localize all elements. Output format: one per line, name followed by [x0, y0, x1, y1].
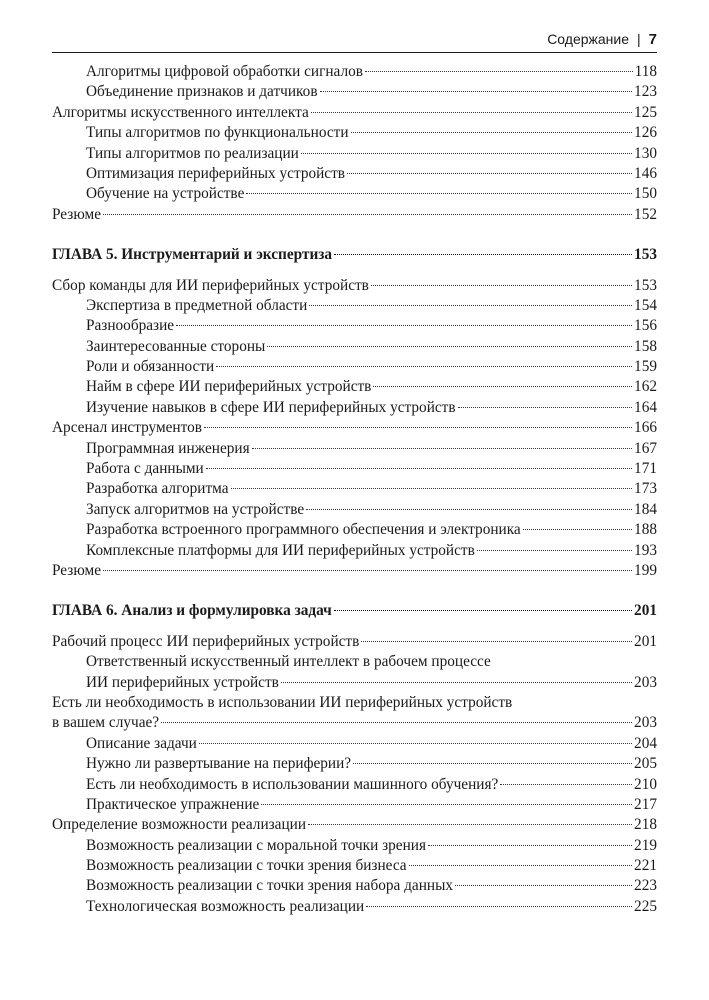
dot-leader [281, 682, 632, 683]
toc-entry-title: Есть ли необходимость в использовании машинного обучения? [86, 775, 499, 793]
toc-entry-title: ИИ периферийных устройств [86, 673, 279, 691]
toc-entry[interactable] [52, 276, 657, 296]
toc-entry-page: 162 [634, 378, 657, 396]
toc-entry-title: Работа с данными [86, 460, 204, 478]
dot-leader [261, 804, 632, 805]
toc-entry[interactable] [52, 541, 657, 561]
toc-entry-page: 150 [634, 185, 657, 203]
toc-entry[interactable] [52, 795, 657, 815]
toc-entry-title: Сбор команды для ИИ периферийных устройств [52, 276, 369, 294]
dot-leader [320, 91, 633, 92]
dot-leader [306, 509, 632, 510]
header-section-title: Содержание [547, 31, 630, 47]
toc-entry-title: Роли и обязанности [86, 358, 215, 376]
toc-entry-page: 193 [634, 541, 657, 559]
toc-entry-title: ГЛАВА 6. Анализ и формулировка задач [52, 602, 332, 620]
dot-leader [455, 885, 632, 886]
toc-entry-title: Оптимизация периферийных устройств [86, 164, 345, 182]
toc-entry-title: Обучение на устройстве [86, 185, 245, 203]
toc-chapter-entry[interactable] [52, 601, 657, 621]
toc-entry[interactable] [52, 652, 657, 672]
dot-leader [308, 824, 632, 825]
dot-leader [231, 488, 633, 489]
toc-entry-page: 130 [634, 144, 657, 162]
toc-entry[interactable] [52, 439, 657, 459]
dot-leader [334, 610, 632, 611]
toc-entry-page: 204 [634, 734, 657, 752]
toc-entry-page: 219 [634, 836, 657, 854]
toc-entry-page: 152 [634, 205, 657, 223]
toc-entry[interactable] [52, 734, 657, 754]
toc-entry-page: 126 [634, 124, 657, 142]
dot-leader [204, 427, 632, 428]
toc-entry-page: 118 [634, 63, 657, 80]
toc-entry-page: 205 [634, 755, 657, 773]
toc-entry-title: в вашем случае? [52, 714, 160, 732]
toc-entry-page: 153 [634, 246, 657, 264]
dot-leader [309, 305, 632, 306]
toc-entry[interactable] [52, 897, 657, 917]
dot-leader [161, 722, 632, 723]
toc-entry-page: 201 [634, 602, 657, 620]
dot-leader [176, 325, 632, 326]
toc-entry[interactable] [52, 144, 657, 164]
toc-entry-title: Заинтересованные стороны [86, 337, 266, 355]
toc-entry[interactable] [52, 398, 657, 418]
toc-entry-page: 146 [634, 164, 657, 182]
toc-entry[interactable] [52, 500, 657, 520]
toc-entry-title: Арсенал инструментов [52, 419, 202, 437]
toc-entry-title: Типы алгоритмов по реализации [86, 144, 299, 162]
toc-entry-title: Экспертиза в предметной области [86, 296, 308, 314]
dot-leader [301, 153, 632, 154]
toc-entry[interactable] [52, 561, 657, 581]
toc-entry-title: Возможность реализации с точки зрения набора данных [86, 877, 454, 895]
toc-entry-title: Программная инженерия [86, 439, 250, 457]
toc-entry-title: Разработка алгоритма [86, 480, 229, 498]
toc-entry-title: Возможность реализации с точки зрения бизнеса [86, 857, 407, 875]
toc-entry[interactable] [52, 164, 657, 184]
toc-entry-page: 158 [634, 337, 657, 355]
toc-entry-page: 210 [634, 775, 657, 793]
toc-entry[interactable] [52, 62, 657, 82]
toc-chapter-entry[interactable] [52, 245, 657, 265]
toc-entry[interactable] [52, 673, 657, 693]
dot-leader [103, 570, 632, 571]
toc-entry-title: Определение возможности реализации [52, 816, 307, 834]
toc-entry-page: 225 [634, 897, 657, 915]
toc-entry-page: 153 [634, 276, 657, 294]
dot-leader [365, 71, 633, 72]
toc-entry-title: Найм в сфере ИИ периферийных устройств [86, 378, 372, 396]
toc-entry[interactable] [52, 479, 657, 499]
toc-entry-page: 166 [634, 419, 657, 437]
toc-entry-title: Разработка встроенного программного обеспечения и электроника [86, 521, 521, 539]
toc-entry-title: Запуск алгоритмов на устройстве [86, 500, 305, 518]
header-page-number: 7 [648, 31, 657, 48]
toc-entry[interactable] [52, 876, 657, 896]
table-of-contents [52, 62, 657, 917]
toc-entry-page: 203 [634, 714, 657, 732]
toc-entry-title: Резюме [52, 205, 102, 223]
toc-entry-page: 164 [634, 398, 657, 416]
dot-leader [351, 132, 633, 133]
toc-entry-page: 154 [634, 296, 657, 314]
dot-leader [267, 346, 632, 347]
toc-entry[interactable] [52, 296, 657, 316]
dot-leader [409, 865, 632, 866]
toc-entry-page: 201 [634, 632, 657, 650]
dot-leader [500, 784, 632, 785]
toc-entry[interactable] [52, 418, 657, 438]
dot-leader [246, 193, 632, 194]
toc-entry[interactable] [52, 377, 657, 397]
dot-leader [199, 743, 632, 744]
toc-entry[interactable] [52, 123, 657, 143]
dot-leader [252, 448, 632, 449]
toc-entry-title: Объединение признаков и датчиков [86, 83, 318, 101]
toc-entry-title: Алгоритмы искусственного интеллекта [52, 103, 309, 121]
toc-entry-title: Типы алгоритмов по функциональности [86, 124, 349, 142]
dot-leader [334, 254, 632, 255]
header-separator: | [637, 31, 641, 47]
toc-entry-title: Технологическая возможность реализации [86, 897, 365, 915]
dot-leader [428, 845, 632, 846]
toc-entry-page: 123 [634, 83, 657, 101]
dot-leader [371, 285, 632, 286]
toc-entry[interactable] [52, 82, 657, 102]
toc-entry-page: 203 [634, 673, 657, 691]
toc-entry-page: 125 [634, 103, 657, 121]
dot-leader [458, 407, 632, 408]
toc-entry[interactable] [52, 815, 657, 835]
toc-entry-page: 217 [634, 795, 657, 813]
toc-entry[interactable] [52, 693, 657, 713]
dot-leader [206, 468, 632, 469]
toc-entry-title: Резюме [52, 561, 102, 579]
toc-entry-title: Описание задачи [86, 734, 197, 752]
toc-entry[interactable] [52, 836, 657, 856]
toc-entry-page: 156 [634, 317, 657, 335]
toc-entry[interactable] [52, 316, 657, 336]
toc-entry[interactable] [52, 632, 657, 652]
toc-entry[interactable] [52, 713, 657, 733]
toc-entry-title: Возможность реализации с моральной точки зрения [86, 836, 426, 854]
dot-leader [477, 550, 632, 551]
toc-entry-page: 171 [634, 460, 657, 478]
dot-leader [216, 366, 632, 367]
toc-entry-title: Нужно ли развертывание на периферии? [86, 755, 352, 773]
toc-entry[interactable] [52, 357, 657, 377]
toc-entry-page: 223 [634, 877, 657, 895]
toc-entry-page: 184 [634, 500, 657, 518]
toc-entry[interactable] [52, 754, 657, 774]
toc-entry-title: Комплексные платформы для ИИ периферийных устройств [86, 541, 475, 559]
dot-leader [311, 112, 632, 113]
toc-entry[interactable] [52, 337, 657, 357]
toc-entry-title: Разнообразие [86, 317, 175, 335]
toc-entry[interactable] [52, 205, 657, 225]
toc-entry-page: 221 [634, 857, 657, 875]
toc-entry-page: 199 [634, 561, 657, 579]
toc-entry[interactable] [52, 184, 657, 204]
toc-entry-page: 159 [634, 358, 657, 376]
toc-entry[interactable] [52, 459, 657, 479]
toc-entry-page: 173 [634, 480, 657, 498]
dot-leader [347, 173, 632, 174]
toc-entry[interactable] [52, 103, 657, 123]
toc-entry[interactable] [52, 520, 657, 540]
toc-entry-title: Изучение навыков в сфере ИИ периферийных устройств [86, 398, 456, 416]
toc-entry-title: ГЛАВА 5. Инструментарий и экспертиза [52, 246, 333, 264]
toc-entry-title: Рабочий процесс ИИ периферийных устройств [52, 632, 360, 650]
dot-leader [103, 214, 632, 215]
running-header [52, 28, 657, 53]
toc-entry[interactable] [52, 856, 657, 876]
toc-entry[interactable] [52, 775, 657, 795]
toc-entry-page: 188 [634, 521, 657, 539]
toc-entry-title: Ответственный искусственный интеллект в рабочем процессе [86, 653, 491, 671]
toc-entry-page: 218 [634, 816, 657, 834]
toc-entry-page: 167 [634, 439, 657, 457]
dot-leader [353, 763, 632, 764]
toc-entry-title: Алгоритмы цифровой обработки сигналов [86, 63, 363, 80]
toc-entry-title: Есть ли необходимость в использовании ИИ периферийных устройств [52, 693, 513, 711]
dot-leader [523, 529, 632, 530]
dot-leader [366, 906, 632, 907]
toc-entry-title: Практическое упражнение [86, 795, 260, 813]
dot-leader [361, 641, 632, 642]
dot-leader [373, 386, 632, 387]
